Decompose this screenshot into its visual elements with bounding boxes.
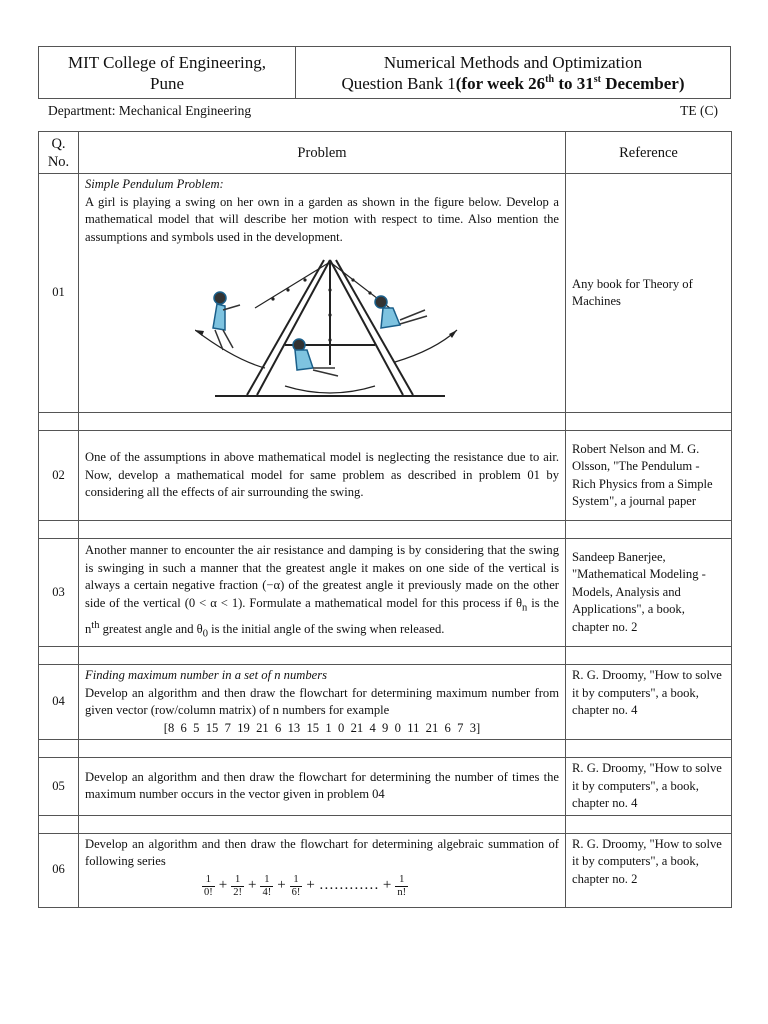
term-4: $\frac{1}{6!}$ — [291, 873, 301, 898]
girl-left — [213, 292, 240, 350]
question-text — [79, 833, 566, 907]
question-number: 01 — [39, 174, 79, 413]
question-body: A girl is playing a swing on her own in a garden as shown in the figure below. Develop a mathematical model that will describe her motion with respect to time. Also mention the assumptions and symbols used in the development. — [85, 194, 559, 244]
col-reference-header: Reference — [566, 132, 732, 174]
question-reference: R. G. Droomy, "How to solve it by computers", a book, chapter no. 4 — [566, 758, 732, 816]
table-row — [39, 758, 732, 816]
example-vector: [8 6 5 15 7 19 21 6 13 15 1 0 21 4 9 0 11 21 6 7 3] — [163, 720, 481, 735]
question-body: Develop an algorithm and then draw the flowchart for determining maximum number from given vector (row/column matrix) of n numbers for example — [85, 685, 559, 717]
spacer-row — [39, 740, 732, 758]
question-reference: R. G. Droomy, "How to solve it by computers", a book, chapter no. 4 — [566, 665, 732, 740]
table-row — [39, 539, 732, 647]
college-line-1: MIT College of Engineering, — [68, 52, 266, 72]
question-number: 05 — [39, 758, 79, 816]
question-reference: Any book for Theory of Machines — [566, 174, 732, 413]
term-1: $\frac{1}{0!}$ — [204, 873, 213, 898]
question-bank-title: Question Bank 1(for week 26th to 31st December) — [341, 73, 685, 93]
spacer-row — [39, 647, 732, 665]
question-number: 03 — [39, 539, 79, 647]
question-reference: Sandeep Banerjee, "Mathematical Modeling - Models, Analysis and Applications", a book, chapter no. 2 — [566, 539, 732, 647]
col-problem-header: Problem — [79, 132, 566, 174]
college-name — [39, 47, 296, 99]
college-line-2: Pune — [150, 73, 184, 93]
question-body: Develop an algorithm and then draw the flowchart for determining the number of times the maximum number occurs in the vector given in problem 04 — [79, 758, 566, 816]
table-row — [39, 431, 732, 521]
series-formula: $\frac{1}{0!}$ + $\frac{1}{2!}$ + $\frac{1}{4!}$ + $\frac{1}{6!}$ + ………… + $\frac{1}{n!}$ — [204, 873, 407, 898]
course-title: Numerical Methods and Optimization — [383, 52, 643, 72]
question-number: 04 — [39, 665, 79, 740]
table-row — [39, 665, 732, 740]
term-3: $\frac{1}{4!}$ — [262, 873, 272, 898]
term-n: $\frac{1}{n!}$ — [397, 873, 407, 898]
question-body: One of the assumptions in above mathematical model is neglecting the resistance due to air. Now, develop a mathematical model for same problem as described in problem 01 by considering all the effects of air surrounding the swing. — [79, 431, 566, 521]
spacer-row — [39, 521, 732, 539]
spacer-row — [39, 815, 732, 833]
col-qno-header: Q. No. — [39, 132, 79, 174]
question-title: Simple Pendulum Problem: — [85, 177, 224, 191]
question-text — [79, 665, 566, 740]
question-number: 06 — [39, 833, 79, 907]
term-2: $\frac{1}{2!}$ — [233, 873, 242, 898]
question-number: 02 — [39, 431, 79, 521]
class-label: TE (C) — [680, 103, 718, 118]
course-info — [296, 47, 731, 99]
question-body: Another manner to encounter the air resistance and damping is by considering that the swing is swinging in such a manner that the greatest angle it makes on one side of the vertical is always a certain negative fraction (−α) of the greatest angle it previously made on the other side of the vertical (0 < α < 1). Formulate a mathematical model for this process if $\theta_n$ is the $n^{th}$ greatest angle and $\theta_0$ is the initial angle of the swing when released. — [79, 539, 566, 647]
department-label: Department: Mechanical Engineering — [48, 103, 252, 118]
question-table — [38, 131, 732, 908]
table-row — [39, 174, 732, 413]
question-body: Develop an algorithm and then draw the flowchart for determining algebraic summation of following series — [85, 836, 559, 868]
table-header-row — [39, 132, 732, 174]
question-reference: Robert Nelson and M. G. Olsson, "The Pendulum - Rich Physics from a Simple System", a journal paper — [566, 431, 732, 521]
series-ellipsis: ………… — [318, 877, 379, 894]
swing-figure — [195, 250, 465, 410]
header-table — [38, 46, 731, 99]
table-row — [39, 833, 732, 907]
question-title: Finding maximum number in a set of n numbers — [85, 668, 328, 682]
girl-right — [375, 296, 427, 328]
question-reference: R. G. Droomy, "How to solve it by computers", a book, chapter no. 2 — [566, 833, 732, 907]
question-text — [79, 174, 566, 413]
spacer-row — [39, 413, 732, 431]
